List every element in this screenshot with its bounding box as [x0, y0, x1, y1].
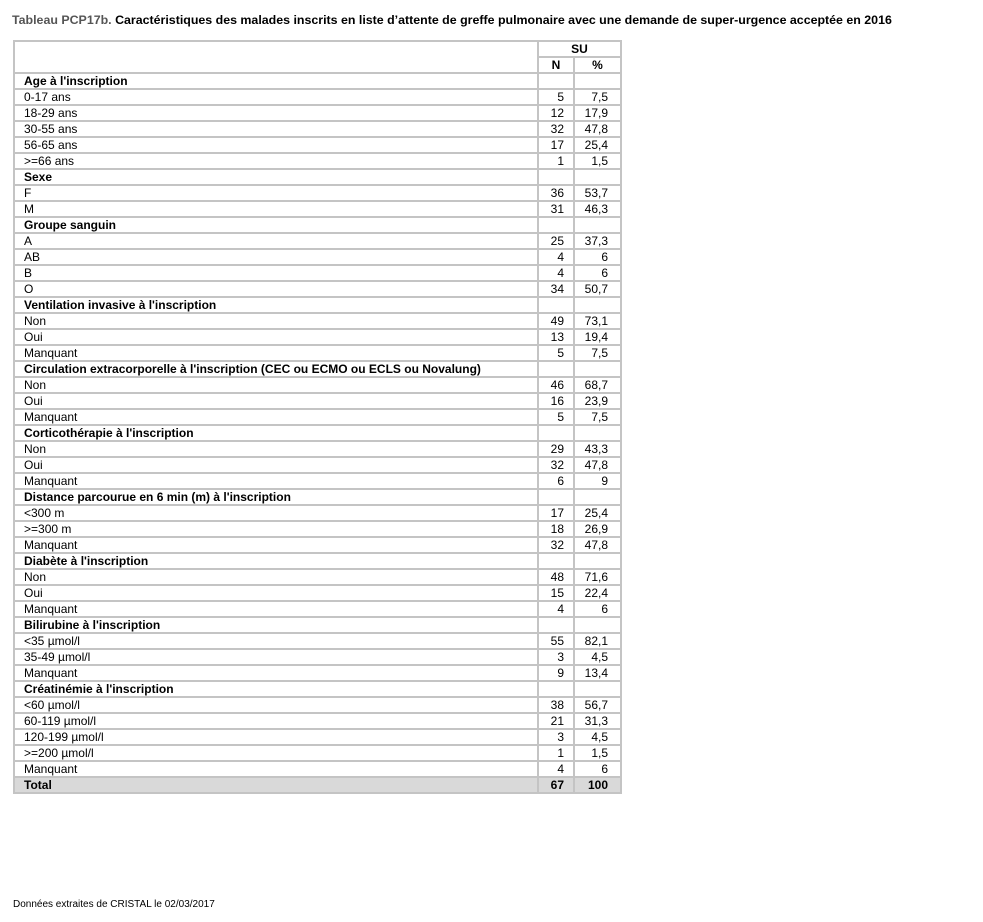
row-percent: 47,8: [574, 457, 621, 473]
row-count: 34: [538, 281, 574, 297]
row-label: B: [14, 265, 538, 281]
row-label: >=66 ans: [14, 153, 538, 169]
row-count: 6: [538, 473, 574, 489]
row-count: 13: [538, 329, 574, 345]
row-percent: 53,7: [574, 185, 621, 201]
section-empty-pct: [574, 425, 621, 441]
row-percent: 68,7: [574, 377, 621, 393]
row-count: 4: [538, 601, 574, 617]
row-label: Manquant: [14, 665, 538, 681]
row-label: Oui: [14, 457, 538, 473]
section-heading-row: [14, 217, 621, 233]
table-row: [14, 409, 621, 425]
row-label: O: [14, 281, 538, 297]
row-count: 48: [538, 569, 574, 585]
row-count: 32: [538, 457, 574, 473]
section-empty-n: [538, 425, 574, 441]
table-row: [14, 441, 621, 457]
row-count: 4: [538, 761, 574, 777]
row-label: Oui: [14, 329, 538, 345]
row-count: 31: [538, 201, 574, 217]
section-heading-row: [14, 169, 621, 185]
row-percent: 82,1: [574, 633, 621, 649]
row-percent: 37,3: [574, 233, 621, 249]
table-caption: Caractéristiques des malades inscrits en liste d’attente de greffe pulmonaire avec une demande de super-urgence acceptée en 2016: [115, 13, 892, 27]
row-label: >=200 µmol/l: [14, 745, 538, 761]
row-percent: 31,3: [574, 713, 621, 729]
row-percent: 43,3: [574, 441, 621, 457]
row-label: Oui: [14, 585, 538, 601]
section-heading: Distance parcourue en 6 min (m) à l'inscription: [14, 489, 538, 505]
row-label: 0-17 ans: [14, 89, 538, 105]
row-percent: 4,5: [574, 649, 621, 665]
table-body: [14, 41, 621, 793]
row-label: Non: [14, 569, 538, 585]
table-row: [14, 713, 621, 729]
section-empty-n: [538, 297, 574, 313]
row-count: 1: [538, 153, 574, 169]
row-label: <300 m: [14, 505, 538, 521]
row-percent: 73,1: [574, 313, 621, 329]
row-label: Manquant: [14, 601, 538, 617]
section-heading-row: [14, 553, 621, 569]
total-row: [14, 777, 621, 793]
row-label: M: [14, 201, 538, 217]
row-percent: 25,4: [574, 137, 621, 153]
row-percent: 25,4: [574, 505, 621, 521]
row-count: 17: [538, 137, 574, 153]
row-count: 36: [538, 185, 574, 201]
row-label: 60-119 µmol/l: [14, 713, 538, 729]
section-empty-pct: [574, 553, 621, 569]
header-blank-cell: [14, 41, 538, 73]
section-heading-row: [14, 489, 621, 505]
table-row: [14, 473, 621, 489]
row-count: 38: [538, 697, 574, 713]
table-row: [14, 201, 621, 217]
section-empty-n: [538, 217, 574, 233]
table-row: [14, 233, 621, 249]
row-label: Manquant: [14, 409, 538, 425]
section-heading: Age à l'inscription: [14, 73, 538, 89]
table-row: [14, 377, 621, 393]
row-count: 5: [538, 409, 574, 425]
section-heading-row: [14, 617, 621, 633]
row-count: 32: [538, 121, 574, 137]
row-label: AB: [14, 249, 538, 265]
row-count: 49: [538, 313, 574, 329]
row-label: 18-29 ans: [14, 105, 538, 121]
section-empty-n: [538, 361, 574, 377]
row-count: 55: [538, 633, 574, 649]
table-row: [14, 313, 621, 329]
table-row: [14, 761, 621, 777]
row-count: 46: [538, 377, 574, 393]
section-empty-pct: [574, 297, 621, 313]
section-empty-pct: [574, 361, 621, 377]
section-empty-n: [538, 553, 574, 569]
row-count: 29: [538, 441, 574, 457]
table-number: Tableau PCP17b.: [12, 13, 112, 27]
table-row: [14, 745, 621, 761]
section-heading-row: [14, 361, 621, 377]
row-label: 120-199 µmol/l: [14, 729, 538, 745]
table-row: [14, 537, 621, 553]
row-percent: 17,9: [574, 105, 621, 121]
row-label: <60 µmol/l: [14, 697, 538, 713]
header-row-group: [14, 41, 621, 57]
row-label: Non: [14, 377, 538, 393]
row-label: Manquant: [14, 761, 538, 777]
table-row: [14, 457, 621, 473]
row-count: 4: [538, 249, 574, 265]
row-percent: 6: [574, 265, 621, 281]
row-label: <35 µmol/l: [14, 633, 538, 649]
row-percent: 23,9: [574, 393, 621, 409]
section-heading-row: [14, 681, 621, 697]
table-row: [14, 249, 621, 265]
row-count: 3: [538, 729, 574, 745]
total-percent: 100: [574, 777, 621, 793]
row-percent: 7,5: [574, 89, 621, 105]
table-row: [14, 633, 621, 649]
section-empty-n: [538, 489, 574, 505]
table-title: [12, 13, 977, 27]
row-label: 56-65 ans: [14, 137, 538, 153]
section-empty-n: [538, 681, 574, 697]
row-count: 5: [538, 345, 574, 361]
table-row: [14, 265, 621, 281]
row-percent: 19,4: [574, 329, 621, 345]
row-count: 4: [538, 265, 574, 281]
table-row: [14, 105, 621, 121]
section-empty-pct: [574, 681, 621, 697]
row-percent: 56,7: [574, 697, 621, 713]
section-heading: Bilirubine à l'inscription: [14, 617, 538, 633]
table-row: [14, 585, 621, 601]
section-heading: Diabète à l'inscription: [14, 553, 538, 569]
total-count: 67: [538, 777, 574, 793]
section-heading: Circulation extracorporelle à l'inscription (CEC ou ECMO ou ECLS ou Novalung): [14, 361, 538, 377]
section-empty-n: [538, 169, 574, 185]
table-row: [14, 649, 621, 665]
row-count: 25: [538, 233, 574, 249]
data-table: [13, 40, 622, 794]
section-heading-row: [14, 297, 621, 313]
table-row: [14, 505, 621, 521]
row-count: 1: [538, 745, 574, 761]
section-heading: Groupe sanguin: [14, 217, 538, 233]
row-percent: 6: [574, 249, 621, 265]
row-count: 32: [538, 537, 574, 553]
row-count: 17: [538, 505, 574, 521]
table-row: [14, 153, 621, 169]
table-row: [14, 185, 621, 201]
row-percent: 6: [574, 601, 621, 617]
section-empty-pct: [574, 169, 621, 185]
row-count: 9: [538, 665, 574, 681]
table-row: [14, 697, 621, 713]
source-note: Données extraites de CRISTAL le 02/03/2017: [13, 899, 215, 910]
column-header-pct: %: [574, 57, 621, 73]
table-row: [14, 329, 621, 345]
table-row: [14, 121, 621, 137]
section-heading-row: [14, 73, 621, 89]
section-heading: Créatinémie à l'inscription: [14, 681, 538, 697]
row-percent: 50,7: [574, 281, 621, 297]
row-label: Oui: [14, 393, 538, 409]
row-percent: 13,4: [574, 665, 621, 681]
row-percent: 4,5: [574, 729, 621, 745]
row-label: 35-49 µmol/l: [14, 649, 538, 665]
row-count: 21: [538, 713, 574, 729]
table-row: [14, 345, 621, 361]
section-empty-pct: [574, 489, 621, 505]
row-label: Non: [14, 441, 538, 457]
table-row: [14, 521, 621, 537]
section-empty-n: [538, 617, 574, 633]
row-percent: 7,5: [574, 409, 621, 425]
row-percent: 1,5: [574, 153, 621, 169]
table-row: [14, 729, 621, 745]
row-label: Manquant: [14, 473, 538, 489]
section-heading: Sexe: [14, 169, 538, 185]
row-percent: 22,4: [574, 585, 621, 601]
total-label: Total: [14, 777, 538, 793]
row-percent: 7,5: [574, 345, 621, 361]
group-header-su: SU: [538, 41, 621, 57]
row-label: 30-55 ans: [14, 121, 538, 137]
row-percent: 47,8: [574, 121, 621, 137]
row-percent: 26,9: [574, 521, 621, 537]
row-label: Non: [14, 313, 538, 329]
row-label: >=300 m: [14, 521, 538, 537]
row-percent: 71,6: [574, 569, 621, 585]
table-row: [14, 137, 621, 153]
section-heading: Corticothérapie à l'inscription: [14, 425, 538, 441]
table-row: [14, 601, 621, 617]
section-heading-row: [14, 425, 621, 441]
row-label: A: [14, 233, 538, 249]
row-label: Manquant: [14, 537, 538, 553]
section-empty-pct: [574, 617, 621, 633]
row-label: F: [14, 185, 538, 201]
row-label: Manquant: [14, 345, 538, 361]
row-percent: 46,3: [574, 201, 621, 217]
row-percent: 1,5: [574, 745, 621, 761]
section-heading: Ventilation invasive à l'inscription: [14, 297, 538, 313]
row-count: 18: [538, 521, 574, 537]
table-row: [14, 281, 621, 297]
section-empty-n: [538, 73, 574, 89]
row-count: 3: [538, 649, 574, 665]
row-count: 15: [538, 585, 574, 601]
table-row: [14, 665, 621, 681]
row-count: 5: [538, 89, 574, 105]
table-row: [14, 89, 621, 105]
row-percent: 6: [574, 761, 621, 777]
table-row: [14, 569, 621, 585]
row-count: 16: [538, 393, 574, 409]
section-empty-pct: [574, 73, 621, 89]
row-percent: 9: [574, 473, 621, 489]
table-row: [14, 393, 621, 409]
row-count: 12: [538, 105, 574, 121]
section-empty-pct: [574, 217, 621, 233]
row-percent: 47,8: [574, 537, 621, 553]
column-header-n: N: [538, 57, 574, 73]
